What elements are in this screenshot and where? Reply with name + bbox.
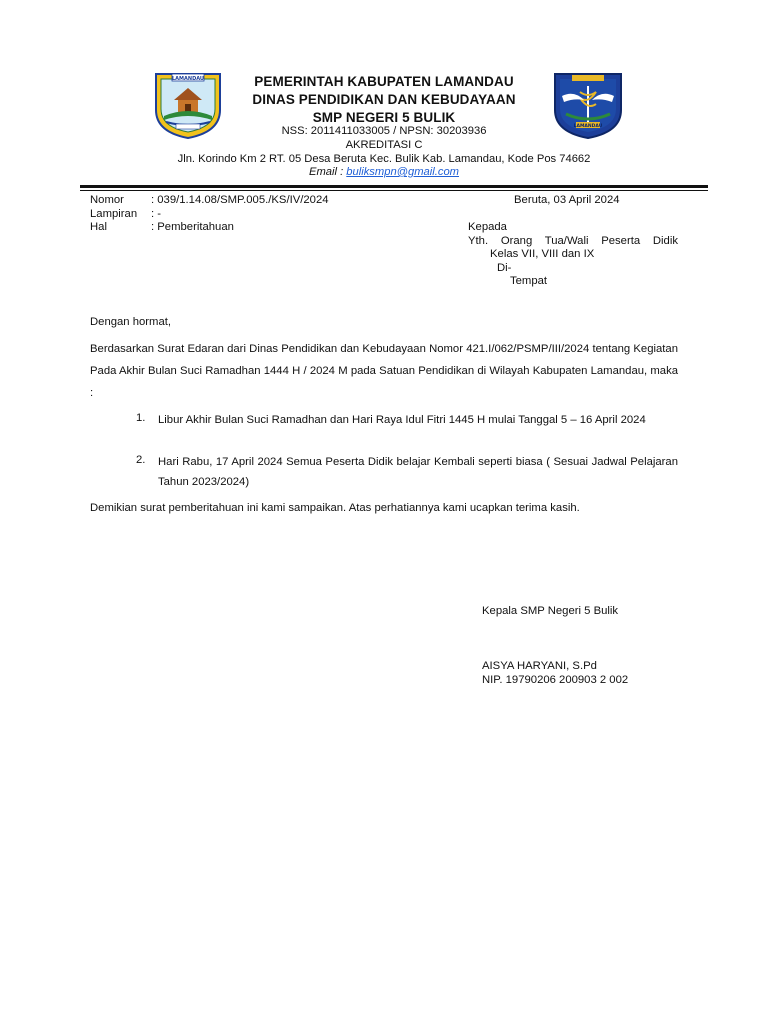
signatory-title: Kepala SMP Negeri 5 Bulik bbox=[482, 605, 619, 617]
signatory-name: AISYA HARYANI, S.Pd bbox=[482, 660, 597, 672]
closing-paragraph: Demikian surat pemberitahuan ini kami sampaikan. Atas perhatiannya kami ucapkan terima kasih. bbox=[90, 502, 580, 514]
hal-label: Hal bbox=[90, 221, 107, 233]
header-department-title: DINAS PENDIDIKAN DAN KEBUDAYAAN bbox=[252, 92, 516, 107]
header-divider-thin bbox=[80, 190, 708, 191]
header-government-title: PEMERINTAH KABUPATEN LAMANDAU bbox=[254, 74, 514, 89]
header-nss-npsn: NSS: 2011411033005 / NPSN: 30203936 bbox=[281, 125, 487, 137]
header-address: Jln. Korindo Km 2 RT. 05 Desa Beruta Kec. Bulik Kab. Lamandau, Kode Pos 74662 bbox=[177, 153, 591, 165]
place-date: Beruta, 03 April 2024 bbox=[514, 194, 620, 206]
recipient-yth: Yth. Orang Tua/Wali Peserta Didik bbox=[468, 235, 678, 247]
header-school-title: SMP NEGERI 5 BULIK bbox=[312, 110, 456, 125]
header-accreditation: AKREDITASI C bbox=[345, 139, 423, 151]
header-email-line bbox=[0, 166, 768, 178]
list-item-text: Hari Rabu, 17 April 2024 Semua Peserta Didik belajar Kembali seperti biasa ( Sesuai Jadwal Pelajaran Tahun 2023/2024) bbox=[158, 456, 678, 488]
nomor-label: Nomor bbox=[90, 194, 124, 206]
svg-text:LAMANDAU: LAMANDAU bbox=[573, 124, 603, 129]
nomor-value: : 039/1.14.08/SMP.005./KS/IV/2024 bbox=[151, 194, 329, 206]
lampiran-value: : - bbox=[151, 208, 162, 220]
list-item-number: 1. bbox=[136, 412, 146, 424]
signatory-nip: NIP. 19790206 200903 2 002 bbox=[482, 674, 629, 686]
recipient-class: Kelas VII, VIII dan IX bbox=[490, 248, 595, 260]
list-item-number: 2. bbox=[136, 454, 146, 466]
header-divider-thick bbox=[80, 185, 708, 188]
opening-paragraph: Berdasarkan Surat Edaran dari Dinas Pendidikan dan Kebudayaan Nomor 421.I/062/PSMP/III/2024 tentang Kegiatan Pada Akhir Bulan Suci Ramadhan 1444 H / 2024 M pada Satuan Pendidikan di Wilayah Kabupaten Lamandau, maka : bbox=[90, 343, 678, 399]
svg-text:LAMANDAU: LAMANDAU bbox=[171, 76, 205, 82]
email-link[interactable]: buliksmpn@gmail.com bbox=[346, 166, 459, 178]
salutation: Dengan hormat, bbox=[90, 316, 172, 328]
email-label: Email : bbox=[308, 166, 347, 178]
lampiran-label: Lampiran bbox=[90, 208, 138, 220]
recipient-di: Di- bbox=[497, 262, 512, 274]
recipient-kepada: Kepada bbox=[468, 221, 507, 233]
list-item-text: Libur Akhir Bulan Suci Ramadhan dan Hari Raya Idul Fitri 1445 H mulai Tanggal 5 – 16 April 2024 bbox=[158, 414, 646, 426]
recipient-tempat: Tempat bbox=[510, 275, 548, 287]
hal-value: : Pemberitahuan bbox=[151, 221, 234, 233]
